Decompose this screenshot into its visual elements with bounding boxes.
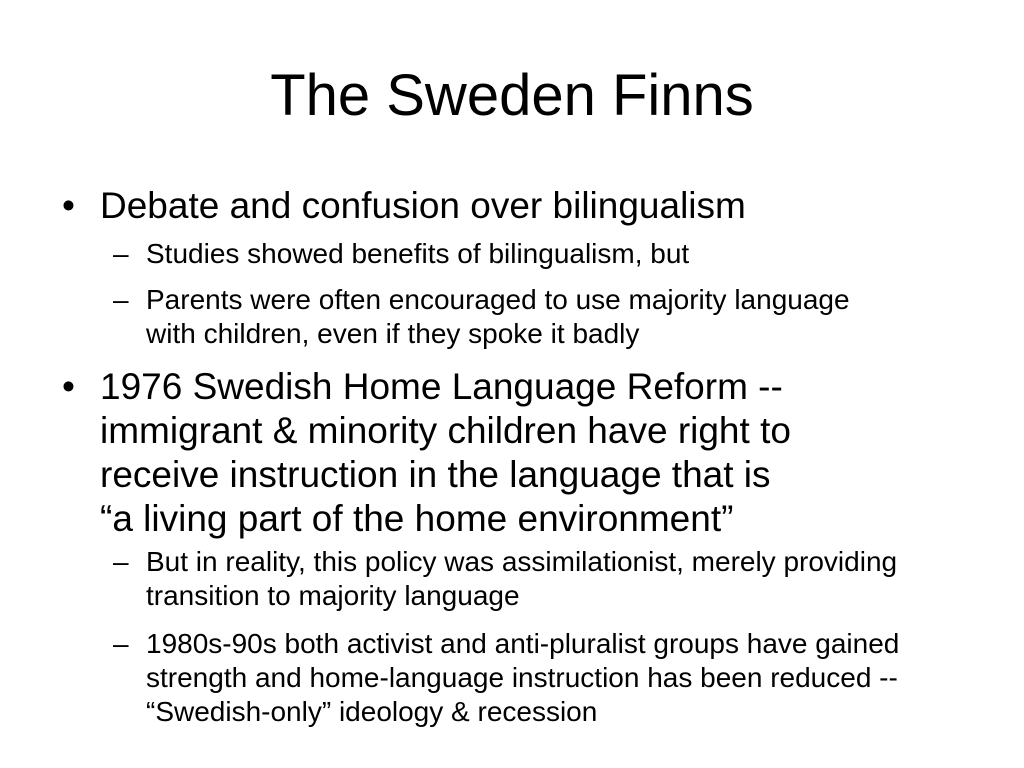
bullet-text-line: receive instruction in the language that is <box>100 454 771 495</box>
sub-bullet-marker: – <box>113 238 129 269</box>
slide-title: The Sweden Finns <box>270 63 754 128</box>
bullet-marker: • <box>62 185 75 226</box>
bullet-text-line: 1976 Swedish Home Language Reform -- <box>100 366 783 407</box>
bullet-text: Debate and confusion over bilingualism <box>100 185 746 226</box>
sub-bullet-marker: – <box>113 284 129 315</box>
sub-bullet-text: 1980s-90s both activist and anti-pluralist groups have gained strength and home-language instruction has been reduced -- “Swedish-only” ideology & recession <box>146 628 900 727</box>
sub-bullet-marker: – <box>113 546 129 577</box>
sub-bullet-item <box>113 627 966 729</box>
sub-bullet-item <box>113 237 966 271</box>
bullet-item <box>62 184 980 228</box>
bullet-marker: • <box>62 366 75 407</box>
sub-bullet-item <box>113 545 926 613</box>
bullet-item <box>62 365 980 541</box>
sub-bullet-text: Studies showed benefits of bilingualism, but <box>146 238 690 269</box>
bullet-text-line: “a living part of the home environment” <box>100 498 734 539</box>
bullet-text-line: immigrant & minority children have right to <box>100 410 791 451</box>
sub-bullet-item <box>113 283 906 351</box>
sub-bullet-text: But in reality, this policy was assimilationist, merely providing transition to majority language <box>146 546 898 611</box>
sub-bullet-text: Parents were often encouraged to use majority language with children, even if they spoke it badly <box>146 284 850 349</box>
sub-bullet-marker: – <box>113 628 129 659</box>
